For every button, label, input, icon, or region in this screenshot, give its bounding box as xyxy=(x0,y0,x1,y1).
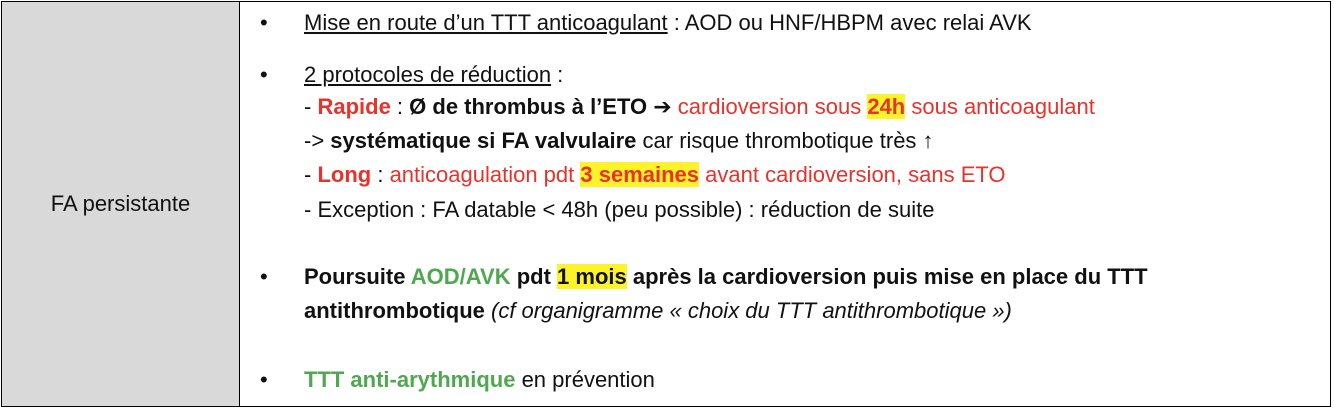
bullet-2: • xyxy=(260,62,268,87)
b3-highlight: 1 mois xyxy=(557,264,627,289)
protocol-rapide-note xyxy=(304,128,934,154)
bullet-1-text xyxy=(304,10,1032,36)
rapide-dash: - xyxy=(304,94,318,119)
b3-italic: (cf organigramme « choix du TTT antithrombotique ») xyxy=(484,298,1012,323)
b3-green: AOD/AVK xyxy=(410,264,511,289)
content-cell xyxy=(240,2,1330,406)
b3-p3: après la cardioversion puis mise en place du TTT xyxy=(626,264,1148,289)
long-highlight: 3 semaines xyxy=(580,162,700,187)
long-text-1: anticoagulation pdt xyxy=(389,162,581,187)
rapide-sep: : xyxy=(390,94,410,119)
note-prefix: -> xyxy=(304,128,331,153)
b4-rest: en prévention xyxy=(515,367,655,392)
bullet-3-line-2 xyxy=(304,298,1012,324)
rapide-text-2: sous anticoagulant xyxy=(905,94,1095,119)
b1-underlined: Mise en route d’un TTT anticoagulant xyxy=(304,10,668,35)
arrow-right-icon: ➔ xyxy=(653,94,672,119)
bullet-1: • xyxy=(260,10,268,35)
bullet-2-heading xyxy=(304,62,563,88)
b4-green: TTT anti-arythmique xyxy=(304,367,516,392)
rapide-label: Rapide xyxy=(317,94,391,119)
long-dash: - xyxy=(304,162,318,187)
rapide-highlight: 24h xyxy=(867,94,906,119)
b3-p4: antithrombotique xyxy=(304,298,485,323)
protocol-long xyxy=(304,162,1006,188)
note-rest: car risque thrombotique très ↑ xyxy=(636,128,934,153)
row-label: FA persistante xyxy=(50,191,191,216)
bullet-3: • xyxy=(260,264,268,289)
exception-text: - Exception : FA datable < 48h (peu possible) : réduction de suite xyxy=(304,197,935,222)
long-text-2: avant cardioversion, sans ETO xyxy=(699,162,1006,187)
b3-p2: pdt xyxy=(510,264,558,289)
rapide-text-1: cardioversion sous xyxy=(671,94,868,119)
row-label-cell xyxy=(2,2,240,406)
bullet-4-text xyxy=(304,367,655,393)
b2-underlined: 2 protocoles de réduction xyxy=(304,62,552,87)
long-label: Long xyxy=(317,162,372,187)
b1-rest: : AOD ou HNF/HBPM avec relai AVK xyxy=(667,10,1032,35)
long-sep: : xyxy=(371,162,390,187)
rapide-condition: Ø de thrombus à l’ETO xyxy=(409,94,654,119)
note-bold: systématique si FA valvulaire xyxy=(330,128,637,153)
b2-rest: : xyxy=(551,62,564,87)
bullet-4: • xyxy=(260,367,268,392)
protocol-exception xyxy=(304,197,934,223)
b3-p1: Poursuite xyxy=(304,264,411,289)
info-table xyxy=(1,1,1331,407)
protocol-rapide xyxy=(304,94,1095,120)
bullet-3-line-1 xyxy=(304,264,1148,290)
